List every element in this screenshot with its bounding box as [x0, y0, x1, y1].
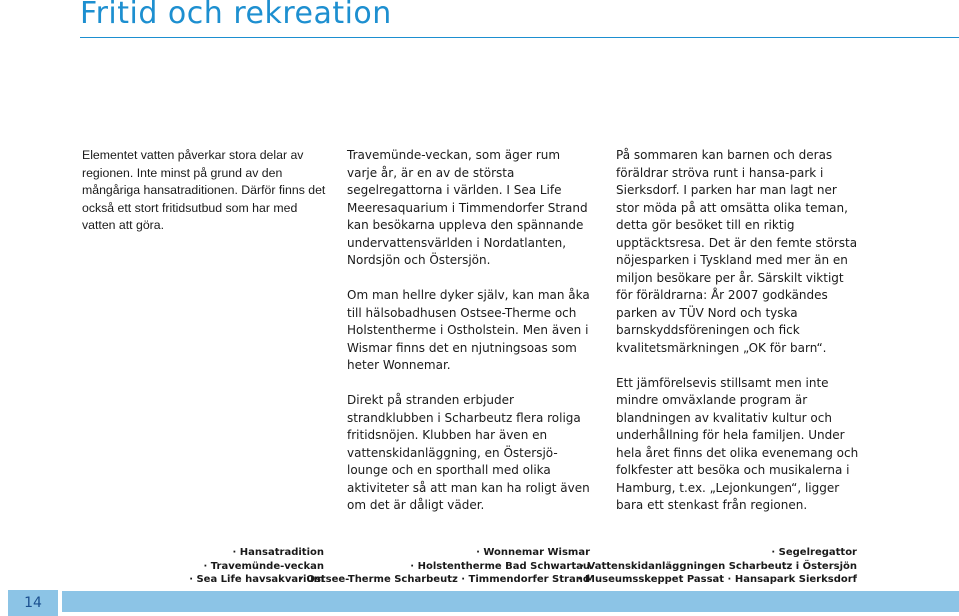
- paragraph: Direkt på stranden erbjuder strandklubben i Scharbeutz flera roliga fritidsnöjen. Klubben har även en vattenskidanläggning, en Östersjö-lounge och en sporthall med olika aktiviteter så att man kan ha roligt även om det är dåligt väder.: [347, 393, 590, 512]
- keyword-item: · Museumsskeppet Passat · Hansapark Sierksdorf: [577, 574, 857, 585]
- keyword-item: · Hansatradition: [232, 547, 324, 558]
- text-column-2: [347, 147, 592, 532]
- keyword-list-3: [578, 546, 857, 587]
- page-number: 14: [24, 595, 42, 611]
- keyword-item: · Holstentherme Bad Schwartau: [410, 560, 590, 572]
- keyword-item: · Sea Life havsakvarium: [189, 574, 324, 585]
- keyword-item: · Travemünde-veckan: [203, 560, 324, 572]
- footer-band: [62, 591, 959, 612]
- paragraph: Om man hellre dyker själv, kan man åka till hälsobadhusen Ostsee-Therme och Holstentherme i Ostholstein. Men även i Wismar finns det en njutningsoas som heter Wonnemar.: [347, 288, 590, 372]
- text-column-1: [82, 147, 327, 252]
- keyword-item: · Segelregattor: [771, 547, 857, 558]
- page-title: Fritid och rekreation: [80, 0, 392, 31]
- paragraph: Travemünde-veckan, som äger rum varje år, är en av de största segelregattorna i världen. I Sea Life Meeresaquarium i Timmendorfer Strand kan besökarna uppleva den spännande undervattensvärlden i Nordatlanten, Nordsjön och Östersjön.: [347, 148, 588, 267]
- title-rule: [80, 37, 959, 38]
- keyword-item: · Ostsee-Therme Scharbeutz · Timmendorfer Strand: [299, 574, 590, 585]
- keyword-item: · Wonnemar Wismar: [476, 547, 590, 558]
- keyword-item: · Vattenskidanläggningen Scharbeutz i Östersjön: [580, 560, 857, 572]
- paragraph: Ett jämförelsevis stillsamt men inte mindre omväxlande program är blandningen av kvalitativ kultur och underhållning för hela familjen. Under hela året finns det olika evenemang och folkfester att besöka och musikalerna i Hamburg, t.ex. „Lejonkungen“, ligger bara ett stenkast från regionen.: [616, 375, 859, 512]
- paragraph: På sommaren kan barnen och deras föräldrar ströva runt i hansa-park i Sierksdorf. I parken har man lagt ner stor möda på att omsätta olika teman, detta gör besöket till en riktig upptäcktsresa. Det är den femte största nöjesparken i Tyskland med mer än en miljon besökare per år. Särskilt viktigt för föräldrarna: År 2007 godkändes parken av TÜV Nord och tyska barnskyddsföreningen och fick kvalitetsmärkningen „OK för barn“.: [616, 148, 858, 355]
- text-column-3: [616, 147, 861, 532]
- paragraph: Elementet vatten påverkar stora delar av regionen. Inte minst på grund av den mångåriga hansatraditionen. Därför finns det också ett stort fritidsutbud som har med vatten att göra.: [82, 148, 326, 232]
- keyword-list-2: [299, 546, 590, 587]
